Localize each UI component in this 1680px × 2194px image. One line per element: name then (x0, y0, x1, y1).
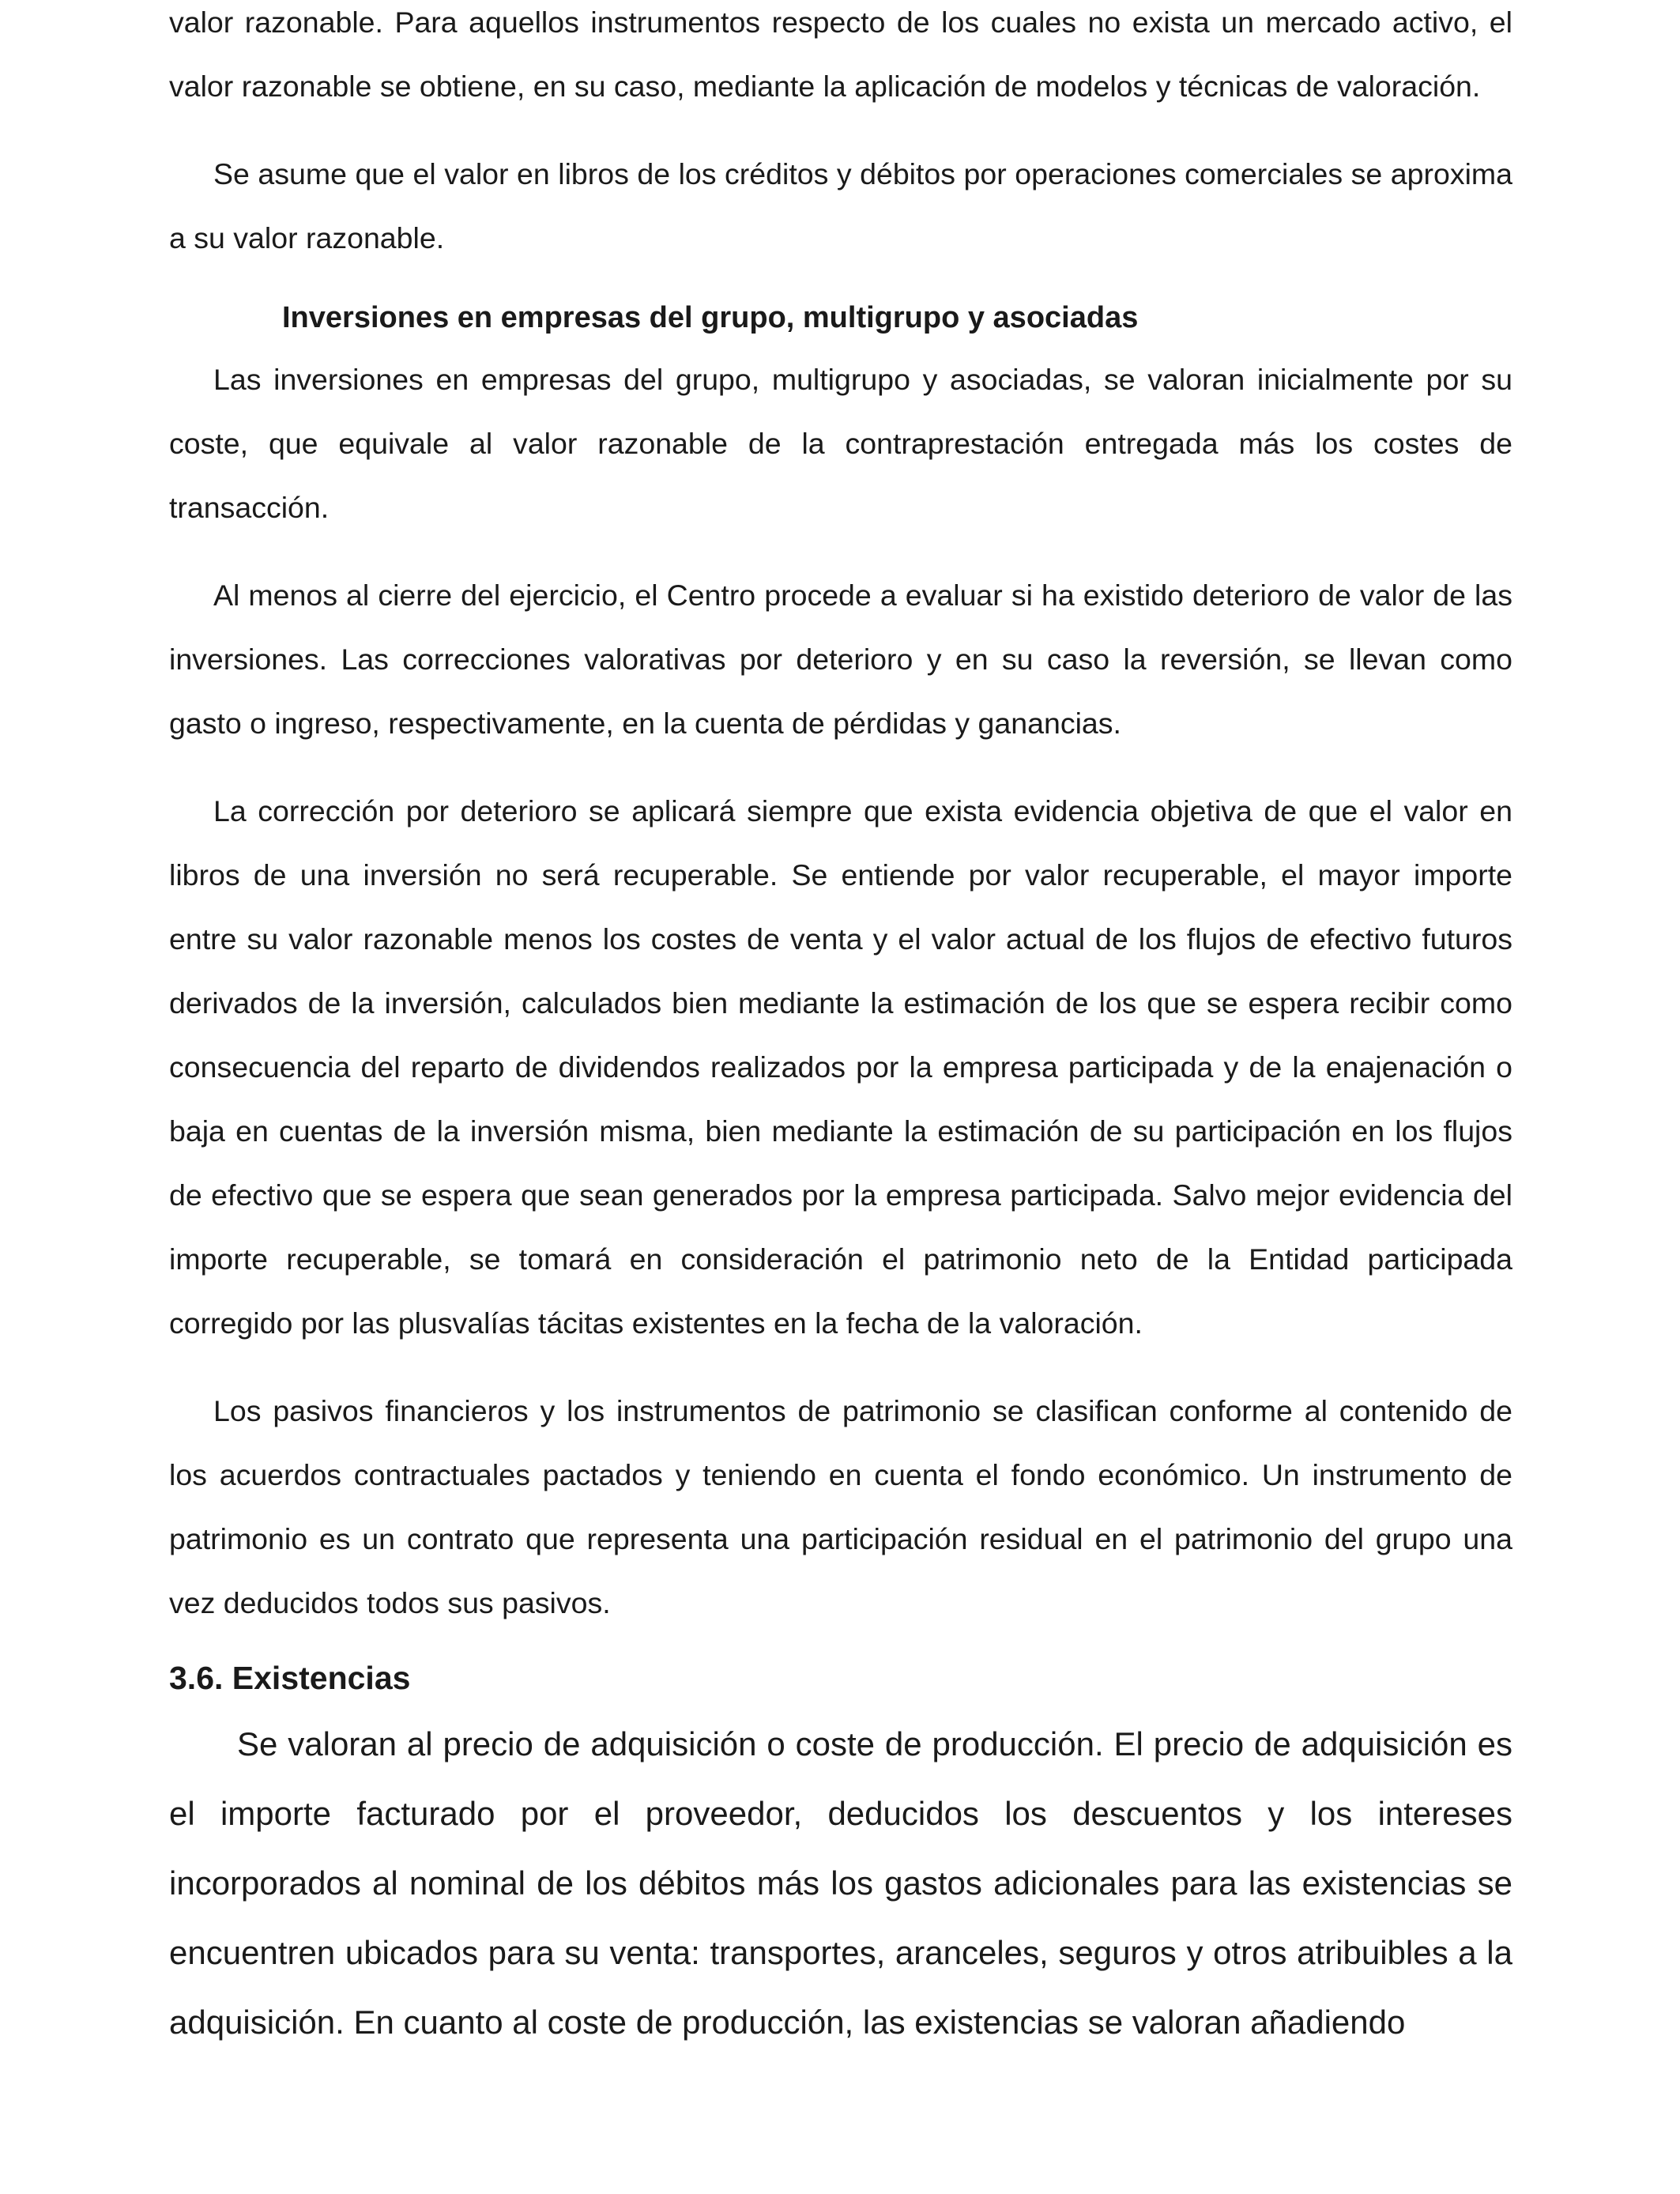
document-page (169, 0, 1512, 2057)
paragraph-pasivos-financieros: Los pasivos financieros y los instrumentos de patrimonio se clasifican conforme al contenido de los acuerdos contractuales pactados y teniendo en cuenta el fondo económico. Un instrumento de patrimonio es un contrato que representa una participación residual en el patrimonio del grupo una vez deducidos todos sus pasivos. (169, 1394, 1512, 1619)
paragraph-continuation: valor razonable. Para aquellos instrumentos respecto de los cuales no exista un mercado activo, el valor razonable se obtiene, en su caso, mediante la aplicación de modelos y técnicas de valoración. (169, 6, 1512, 103)
paragraph-inversiones-coste: Las inversiones en empresas del grupo, multigrupo y asociadas, se valoran inicialmente por su coste, que equivale al valor razonable de la contraprestación entregada más los costes de transacción. (169, 363, 1512, 524)
section-heading-existencias: 3.6. Existencias (169, 1660, 411, 1696)
paragraph-correccion-deterioro: La corrección por deterioro se aplicará siempre que exista evidencia objetiva de que el valor en libros de una inversión no será recuperable. Se entiende por valor recuperable, el mayor importe entre su valor razonable menos los costes de venta y el valor actual de los flujos de efectivo futuros derivados de la inversión, calculados bien mediante la estimación de los que se espera recibir como consecuencia del reparto de dividendos realizados por la empresa participada y de la enajenación o baja en cuentas de la inversión misma, bien mediante la estimación de su participación en los flujos de efectivo que se espera que sean generados por la empresa participada. Salvo mejor evidencia del importe recuperable, se tomará en consideración el patrimonio neto de la Entidad participada corregido por las plusvalías tácitas existentes en la fecha de la valoración. (169, 794, 1512, 1340)
paragraph-cierre-ejercicio: Al menos al cierre del ejercicio, el Centro procede a evaluar si ha existido deterioro de valor de las inversiones. Las correcciones valorativas por deterioro y en su caso la reversión, se llevan como gasto o ingreso, respectivamente, en la cuenta de pérdidas y ganancias. (169, 579, 1512, 740)
paragraph-valor-libros: Se asume que el valor en libros de los créditos y débitos por operaciones comerciales se aproxima a su valor razonable. (169, 157, 1512, 254)
subheading-inversiones: Inversiones en empresas del grupo, multigrupo y asociadas (282, 301, 1139, 334)
paragraph-existencias: Se valoran al precio de adquisición o coste de producción. El precio de adquisición es el importe facturado por el proveedor, deducidos los descuentos y los intereses incorporados al nominal de los débitos más los gastos adicionales para las existencias se encuentren ubicados para su venta: transportes, aranceles, seguros y otros atribuibles a la adquisición. En cuanto al coste de producción, las existencias se valoran añadiendo (169, 1725, 1512, 2041)
